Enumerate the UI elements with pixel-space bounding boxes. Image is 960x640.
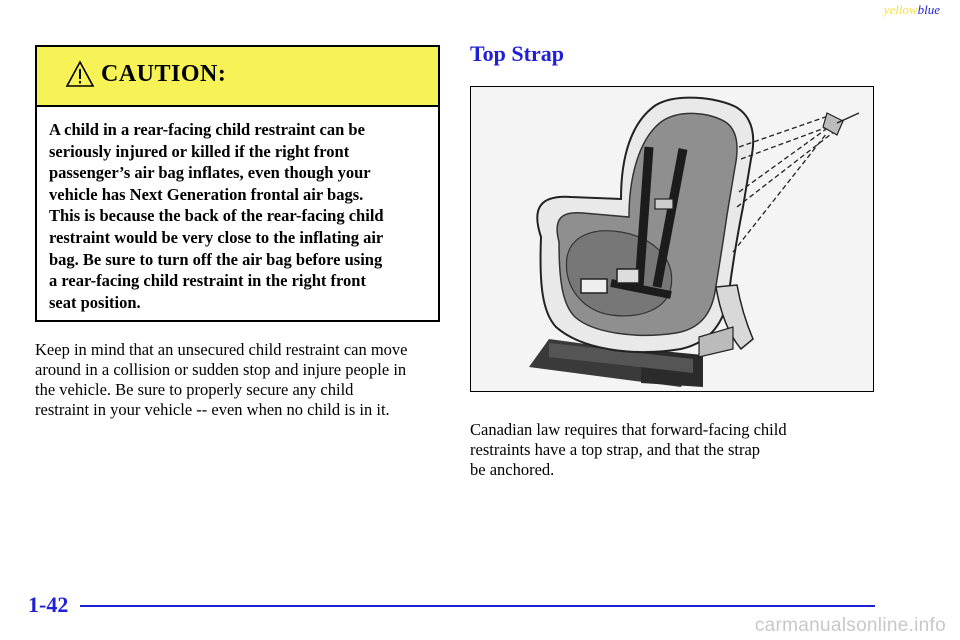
caution-line: a rear-facing child restraint in the right front: [49, 271, 366, 291]
color-tag: [884, 2, 940, 18]
caution-box: [35, 45, 440, 322]
warning-triangle-icon: [65, 60, 95, 88]
caution-line: seriously injured or killed if the right front: [49, 141, 350, 161]
paragraph-line: Keep in mind that an unsecured child restraint can move: [35, 340, 408, 359]
paragraph-line: the vehicle. Be sure to properly secure any child: [35, 380, 354, 399]
caution-title: CAUTION:: [101, 61, 227, 87]
caution-line: This is because the back of the rear-facing child: [49, 206, 384, 226]
section-title: Top Strap: [470, 41, 564, 66]
right-paragraph: [470, 420, 890, 480]
page-number: 1-42: [28, 592, 69, 617]
caution-header: [37, 47, 438, 107]
child-seat-illustration: [470, 86, 874, 392]
color-tag-blue: blue: [917, 2, 940, 17]
caution-line: A child in a rear-facing child restraint can be: [49, 120, 365, 139]
paragraph-line: Canadian law requires that forward-facing child: [470, 420, 787, 439]
left-paragraph: [35, 340, 445, 420]
caution-line: vehicle has Next Generation frontal air bags.: [49, 184, 364, 204]
caution-line: seat position.: [49, 292, 141, 312]
color-tag-yellow: yellow: [883, 2, 918, 17]
paragraph-line: restraints have a top strap, and that the strap: [470, 440, 761, 459]
caution-text: [49, 119, 429, 313]
paragraph-line: be anchored.: [470, 460, 555, 479]
caution-line: passenger’s air bag inflates, even though your: [49, 163, 371, 183]
caution-line: bag. Be sure to turn off the air bag before using: [49, 249, 383, 269]
paragraph-line: restraint in your vehicle -- even when no child is in it.: [35, 400, 390, 419]
paragraph-line: around in a collision or sudden stop and injure people in: [35, 360, 407, 379]
watermark: carmanualsonline.info: [754, 615, 946, 636]
child-seat-with-top-strap-illustration: [471, 87, 873, 391]
caution-line: restraint would be very close to the inflating air: [49, 227, 384, 247]
footer-rule: [80, 605, 875, 607]
